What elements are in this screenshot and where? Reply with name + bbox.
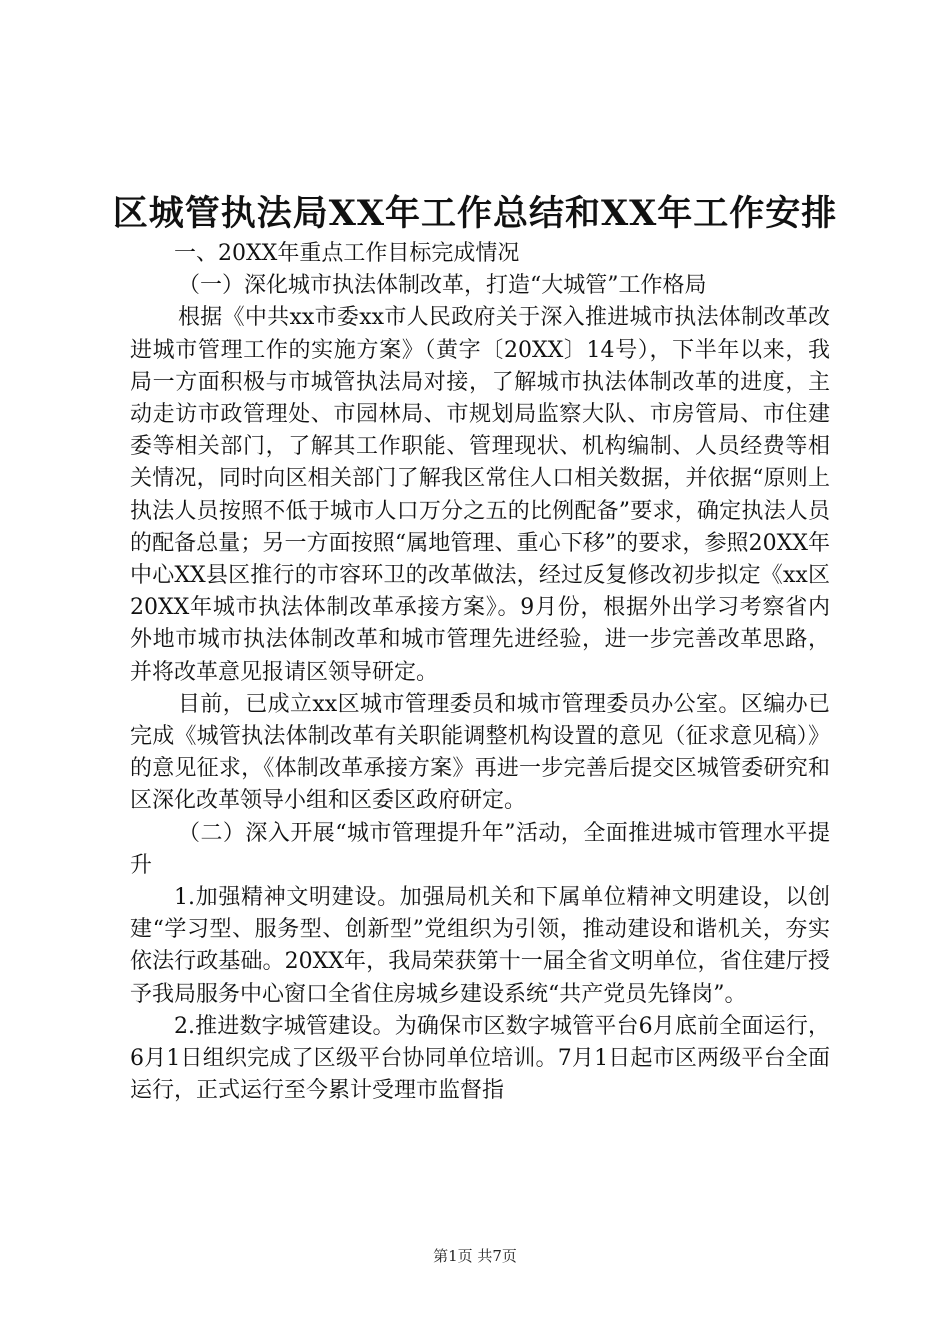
page-number: 第1页 共7页 (433, 1247, 517, 1265)
body-paragraph: 根据《中共xx市委xx市人民政府关于深入推进城市执法体制改革改进城市管理工作的实施方案》（黄字〔20XX〕14号），下半年以来，我局一方面积极与市城管执法局对接，了解城市执法体制改革的进度，主动走访市政管理处、市园林局、市规划局监察大队、市房管局、市住建委等相关部门，了解其工作职能、管理现状、机构编制、人员经费等相关情况，同时向区相关部门了解我区常住人口相关数据，并依据“原则上执法人员按照不低于城市人口万分之五的比例配备”要求，确定执法人员的配备总量；另一方面按照“属地管理、重心下移”的要求，参照20XX年中心XX县区推行的市容环卫的改革做法，经过反复修改初步拟定《xx区20XX年城市执法体制改革承接方案》。9月份，根据外出学习考察省内外地市城市执法体制改革和城市管理先进经验，进一步完善改革思路，并将改革意见报请区领导研定。 (130, 305, 830, 685)
body-paragraph: 1.加强精神文明建设。加强局机关和下属单位精神文明建设，以创建“学习型、服务型、创新型”党组织为引领，推动建设和谐机关，夯实依法行政基础。20XX年，我局荣获第十一届全省文明单位，省住建厅授予我局服务中心窗口全省住房城乡建设系统“共产党员先锋岗”。 (130, 885, 830, 1007)
body-paragraph: 2.推进数字城管建设。为确保市区数字城管平台6月底前全面运行，6月1日组织完成了区级平台协同单位培训。7月1日起市区两级平台全面运行，正式运行至今累计受理市监督指 (130, 1013, 830, 1104)
document-body (130, 238, 830, 1107)
subsection-heading: （二）深入开展“城市管理提升年”活动，全面推进城市管理水平提升 (130, 820, 830, 878)
document-title: 区城管执法局XX年工作总结和XX年工作安排 (112, 193, 838, 234)
body-paragraph: 目前，已成立xx区城市管理委员和城市管理委员办公室。区编办已完成《城管执法体制改革有关职能调整机构设置的意见（征求意见稿）》的意见征求，《体制改革承接方案》再进一步完善后提交区城管委研究和区深化改革领导小组和区委区政府研定。 (130, 691, 830, 814)
section-heading: 一、20XX年重点工作目标完成情况 (174, 241, 520, 266)
subsection-heading: （一）深化城市执法体制改革，打造“大城管”工作格局 (178, 273, 707, 299)
